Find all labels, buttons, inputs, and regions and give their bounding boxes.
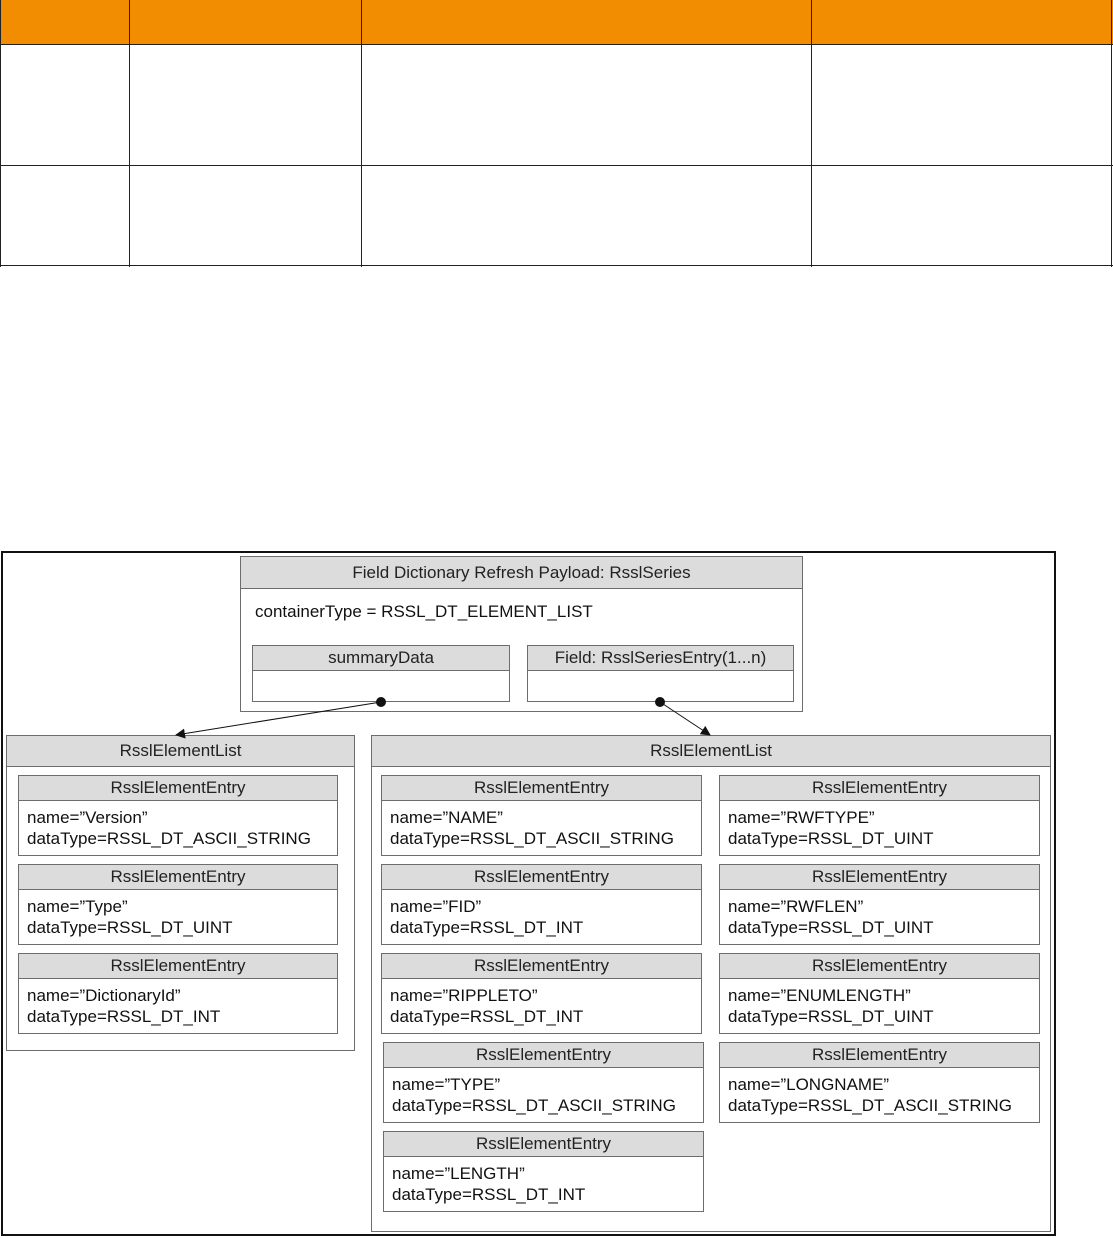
table-cell [362, 166, 811, 266]
element-entry-name: name=”LONGNAME” [728, 1075, 890, 1094]
element-entry [719, 864, 1040, 945]
element-entry-header: RsslElementEntry [720, 954, 1039, 979]
table-cell [130, 45, 361, 165]
table-cell [812, 45, 1112, 165]
table-cell [0, 166, 129, 266]
element-entry-header: RsslElementEntry [384, 1043, 703, 1068]
table-divider [0, 265, 1113, 266]
series-entry-label: Field: RsslSeriesEntry(1...n) [528, 646, 793, 671]
element-entry-name: name=”RIPPLETO” [390, 986, 538, 1005]
element-entry-datatype: dataType=RSSL_DT_UINT [728, 829, 934, 848]
summary-data-box [252, 645, 510, 702]
element-entry [18, 864, 338, 945]
element-entry-datatype: dataType=RSSL_DT_UINT [728, 918, 934, 937]
table-divider [0, 165, 1113, 166]
element-entry-name: name=”RWFLEN” [728, 897, 864, 916]
element-entry-header: RsslElementEntry [720, 1043, 1039, 1068]
element-entry-name: name=”LENGTH” [392, 1164, 525, 1183]
element-entry-name: name=”DictionaryId” [27, 986, 181, 1005]
element-entry-header: RsslElementEntry [382, 954, 701, 979]
element-entry-header: RsslElementEntry [384, 1132, 703, 1157]
element-entry-datatype: dataType=RSSL_DT_ASCII_STRING [27, 829, 311, 848]
element-entry [719, 1042, 1040, 1123]
element-entry-datatype: dataType=RSSL_DT_INT [27, 1007, 221, 1026]
table-divider [0, 44, 1113, 45]
table-divider [0, 0, 1, 267]
table-cell [130, 166, 361, 266]
series-entry-box [527, 645, 794, 702]
element-entry-name: name=”FID” [390, 897, 482, 916]
element-entry-datatype: dataType=RSSL_DT_ASCII_STRING [390, 829, 674, 848]
element-entry-header: RsslElementEntry [720, 776, 1039, 801]
element-entry-header: RsslElementEntry [382, 776, 701, 801]
element-entry [18, 953, 338, 1034]
element-entry [383, 1042, 704, 1123]
element-entry [381, 953, 702, 1034]
element-entry-header: RsslElementEntry [382, 865, 701, 890]
element-entry-datatype: dataType=RSSL_DT_INT [390, 918, 584, 937]
element-entry-header: RsslElementEntry [19, 954, 337, 979]
element-entry-header: RsslElementEntry [19, 865, 337, 890]
element-entry-datatype: dataType=RSSL_DT_ASCII_STRING [392, 1096, 676, 1115]
table-header-cell [0, 0, 129, 44]
container-type-label: containerType = RSSL_DT_ELEMENT_LIST [255, 602, 593, 621]
element-entry-name: name=”Type” [27, 897, 128, 916]
element-entry-name: name=”NAME” [390, 808, 503, 827]
element-entry [719, 953, 1040, 1034]
element-entry-name: name=”ENUMLENGTH” [728, 986, 911, 1005]
table-divider [1111, 0, 1112, 267]
element-entry [719, 775, 1040, 856]
element-entry-datatype: dataType=RSSL_DT_ASCII_STRING [728, 1096, 1012, 1115]
summary-data-label: summaryData [253, 646, 509, 671]
element-entry [381, 775, 702, 856]
element-entry-datatype: dataType=RSSL_DT_UINT [728, 1007, 934, 1026]
table-cell [812, 166, 1112, 266]
data-table [0, 0, 1113, 267]
table-header-cell [362, 0, 811, 44]
table-divider [129, 0, 130, 267]
element-entry-header: RsslElementEntry [720, 865, 1039, 890]
table-divider [811, 0, 812, 267]
element-entry-datatype: dataType=RSSL_DT_UINT [27, 918, 233, 937]
element-entry-header: RsslElementEntry [19, 776, 337, 801]
entry-element-list-title: RsslElementList [372, 736, 1050, 767]
payload-title: Field Dictionary Refresh Payload: RsslSeries [241, 557, 802, 589]
table-cell [0, 45, 129, 165]
table-header-cell [812, 0, 1112, 44]
element-entry [18, 775, 338, 856]
element-entry [381, 864, 702, 945]
element-entry-datatype: dataType=RSSL_DT_INT [390, 1007, 584, 1026]
table-header-cell [130, 0, 361, 44]
element-entry [383, 1131, 704, 1212]
table-cell [362, 45, 811, 165]
element-entry-datatype: dataType=RSSL_DT_INT [392, 1185, 586, 1204]
summary-element-list-title: RsslElementList [7, 736, 354, 767]
table-divider [361, 0, 362, 267]
element-entry-name: name=”Version” [27, 808, 148, 827]
element-entry-name: name=”TYPE” [392, 1075, 501, 1094]
element-entry-name: name=”RWFTYPE” [728, 808, 875, 827]
